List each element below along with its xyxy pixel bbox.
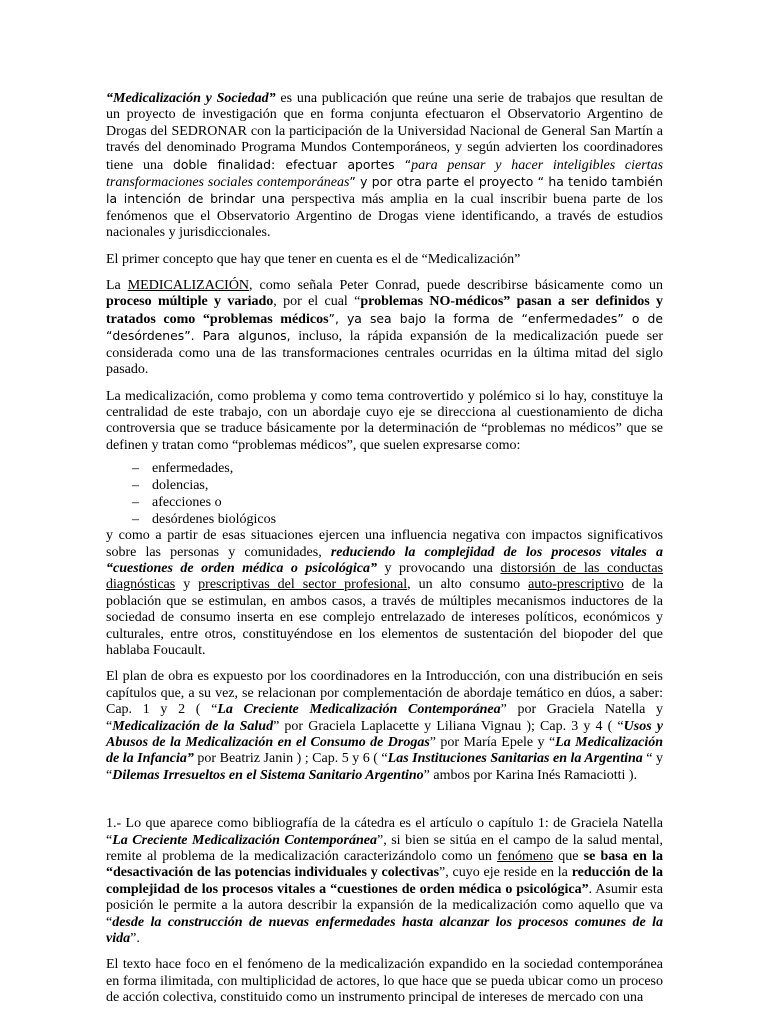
bullet-list [106, 460, 663, 528]
text-span: doble finalidad: efectuar aportes “ [172, 156, 412, 172]
bold-span: problemas NO-médicos” pasan a ser definidos y tratados como “problemas médicos [106, 294, 664, 327]
chapter-title: La Creciente Medicalización Contemporánea [217, 702, 501, 718]
text-span: ”, si bien se sitúa en el campo de la salud mental, remite al problema de la medicalización caracterizándolo como un [106, 832, 664, 865]
text-span: ” ambos por Karina Inés Ramaciotti ). [423, 767, 638, 783]
text-span: de la población que se estimulan, en ambos casos, a través de múltiples mecanismos inductores de la sociedad de consumo inserta en ese complejo entrelazado de intereses políticos, económicos y culturales, entre otros, constituyéndose en los elementos de sustentación del biopoder del que hablaba Foucault. [106, 577, 664, 658]
text-span: y como a partir de esas situaciones ejercen una influencia negativa con impactos significativos sobre las personas y comunidades, [106, 528, 663, 560]
text-span: , un alto consumo [407, 577, 529, 593]
text-span: “ y “ [106, 751, 663, 783]
bold-span: se basa en la “desactivación de las potencias individuales y colectivas [106, 849, 663, 881]
bold-italic-span: desde la construcción de nuevas enfermedades hasta alcanzar los procesos comunes de la vida [106, 914, 663, 947]
chapter-title: Usos y Abusos de la Medicalización en el Consumo de Drogas [106, 718, 663, 750]
paragraph-concept: El primer concepto que hay que tener en cuenta es el de “Medicalización” [106, 251, 521, 267]
text-span: es una publicación que reúne una serie de trabajos que resultan de un proyecto de investigación que en forma conjunta efectuaron el Observatorio Argentino de Drogas del SEDRONAR con la participación de la Universidad Nacional de General San Martín a través del denominado Programa Mundos Contemporáneos, y según advierten los coordinadores tiene una [106, 91, 663, 173]
text-span: y provocando una [376, 560, 501, 576]
text-span: La [106, 278, 128, 294]
text-span: ”, ya sea bajo la forma de “enfermedades” o de “desórdenes”. Para algunos, [106, 310, 664, 344]
book-title: “Medicalización y Sociedad” [106, 91, 276, 106]
text-span: , por el cual “ [273, 294, 361, 310]
text-span: perspectiva más amplia en la cual inscribir buena parte de los fenómenos que el Observatorio Argentino de Drogas viene identificando, a través de estudios nacionales y jurisdiccionales. [106, 192, 663, 241]
term-medicalizacion: MEDICALIZACIÓN [127, 278, 250, 294]
underlined-span: auto-prescriptivo [528, 577, 624, 593]
underlined-span: fenómeno [497, 849, 554, 865]
paragraph-plan-de-obra [106, 669, 663, 784]
paragraph-intro [106, 91, 663, 242]
paragraph-bibliografia [106, 816, 663, 947]
paragraph-foco: El texto hace foco en el fenómeno de la medicalización expandido en la sociedad contemporánea en forma ilimitada, con multiplicidad de actores, lo que hace que se pueda ubicar como un proceso de acción colectiva, constituido como un instrumento principal de intereses de mercado con una [106, 957, 663, 1006]
chapter-title: La Creciente Medicalización Contemporánea [112, 832, 377, 848]
quote-span: para pensar y hacer inteligibles ciertas transformaciones sociales contemporáneas [106, 157, 664, 191]
list-item: – desórdenes biológicos [132, 511, 663, 528]
text-span: ”. [130, 931, 140, 947]
text-span: que [553, 849, 584, 865]
chapter-title: La Medicalización de la Infancia” [106, 735, 664, 767]
bold-italic-span: reduciendo la complejidad de los procesos vitales a “cuestiones de orden médica o psicológica” [106, 544, 663, 576]
text-span: ” y por otra parte el proyecto “ ha tenido también la intención de brindar una [106, 174, 663, 207]
section-gap [106, 794, 663, 816]
text-span: . Asumir esta posición le permite a la autora describir la expansión de la medicalización como aquello que va “ [106, 881, 663, 930]
text-span: ” por Graciela Natella y “ [106, 702, 663, 734]
text-span: ” por María Epele y “ [429, 735, 556, 750]
text-span: , como señala Peter Conrad, puede describirse básicamente como un [249, 278, 664, 294]
underlined-span: distorsión de las conductas diagnósticas [106, 560, 663, 593]
text-span: incluso, la rápida expansión de la medicalización puede ser considerada como una de las transformaciones centrales ocurridas en la última mitad del siglo pasado. [106, 329, 663, 378]
text-span: El plan de obra es expuesto por los coordinadores en la Introducción, con una distribución en seis capítulos que, a su vez, se relacionan por complementación de abordaje temático en dúos, a saber: Cap. 1 y 2 ( “ [106, 669, 663, 718]
chapter-title: Dilemas Irresueltos en el Sistema Sanitario Argentino [112, 767, 424, 783]
list-item: – afecciones o [132, 494, 663, 511]
chapter-title: Medicalización de la Salud [112, 718, 274, 734]
chapter-title: Las Instituciones Sanitarias en la Argentina [387, 751, 643, 767]
paragraph-medicalizacion [106, 278, 663, 378]
text-span: 1.- Lo que aparece como bibliografía de la cátedra es el artículo o capítulo 1: de Graciela Natella “ [106, 816, 663, 848]
text-span: por Beatriz Janin ) ; Cap. 5 y 6 ( “ [193, 751, 388, 767]
bold-span: reducción de la complejidad de los procesos vitales a “cuestiones de orden médica o psicológica” [106, 865, 663, 897]
underlined-span: prescriptivas del sector profesional [198, 577, 408, 593]
text-span: ” por Graciela Laplacette y Liliana Vignau ); Cap. 3 y 4 ( “ [273, 718, 624, 734]
text-span: ”, cuyo eje reside en la [439, 865, 572, 881]
paragraph-centralidad: La medicalización, como problema y como tema controvertido y polémico si lo hay, constituye la centralidad de este trabajo, con un abordaje cuyo eje se direcciona al cuestionamiento de dicha controversia que se traduce básicamente por la determinación de “problemas no médicos” que se definen y tratan como “problemas médicos”, que suelen expresarse como: [106, 388, 663, 453]
text-span: y [175, 577, 199, 593]
list-item: – dolencias, [132, 477, 663, 494]
paragraph-influencia [106, 528, 663, 659]
list-item: – enfermedades, [132, 460, 663, 477]
bold-span: proceso múltiple y variado [106, 294, 274, 310]
